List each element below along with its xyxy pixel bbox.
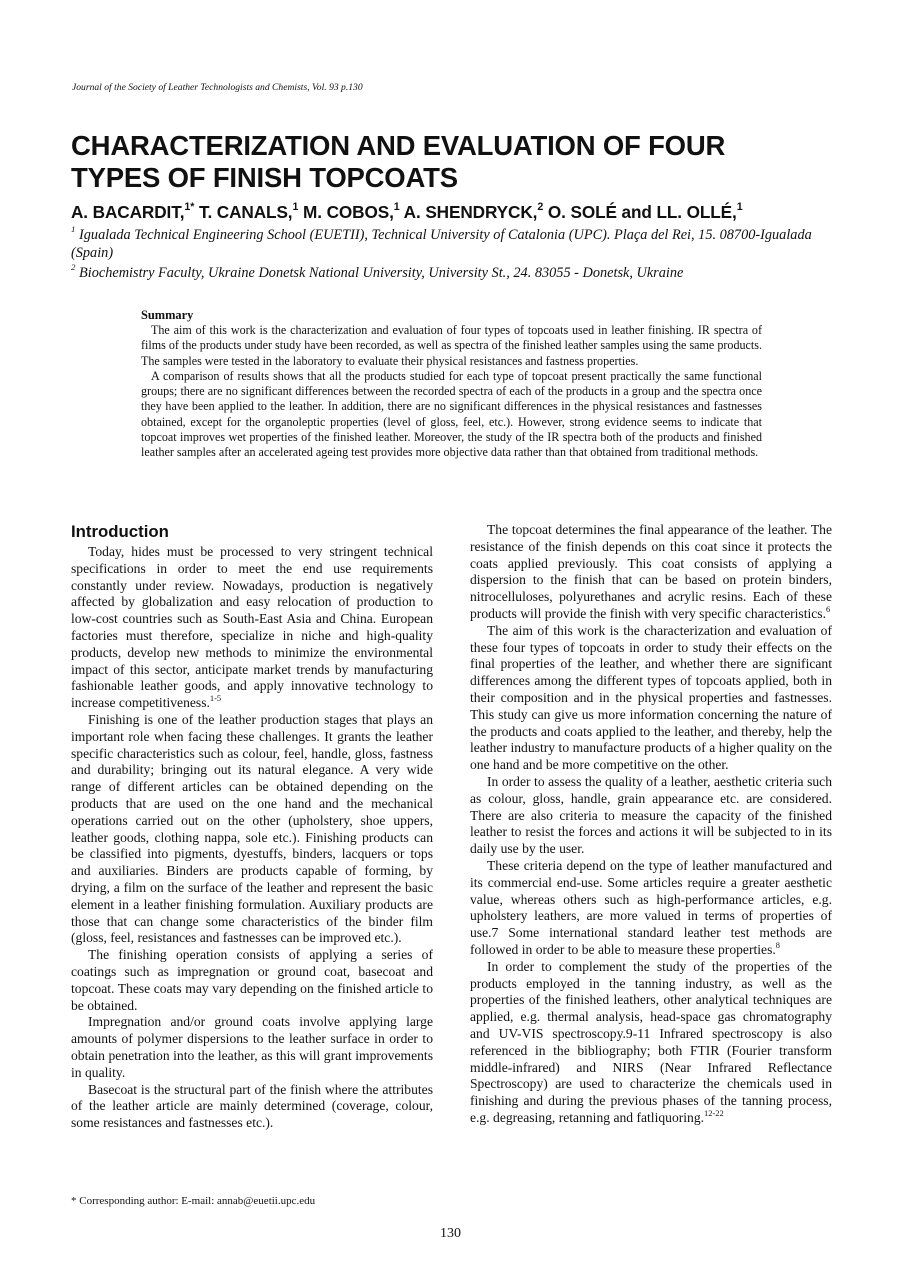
body-paragraph: Today, hides must be processed to very stringent technical specifications in order to meet the end use requirements constantly under review. Nowadays, production is negatively affected by globalization and easy relocation of production to low-cost countries such as South-East Asia and China. European factories must therefore, specialize in niche and high-quality products, develop new methods to minimize the environmental impact of this sector, anticipate market trends by manufacturing fashionable leather goods, and apply innovative technology to increase competitiveness.$^{1-5}$	[71, 544, 433, 711]
author: A. BACARDIT,$^{1*}$	[71, 201, 195, 222]
body-paragraph: The finishing operation consists of applying a series of coatings such as impregnation or ground coat, basecoat and topcoat. These coats may vary depending on the finished article to be obtained.	[71, 947, 433, 1013]
summary-paragraph: The aim of this work is the characterization and evaluation of four types of topcoats used in leather finishing. IR spectra of films of the products under study have been recorded, as well as spectra of the finished leather samples using the same products. The samples were tested in the laboratory to evaluate their physical resistances and fastness properties.	[141, 323, 762, 368]
right-column	[470, 522, 832, 1127]
body-paragraph: Basecoat is the structural part of the finish where the attributes of the leather article are mainly determined (coverage, colour, some resistances and fastnesses etc.).	[71, 1081, 433, 1131]
body-paragraph: Impregnation and/or ground coats involve applying large amounts of polymer dispersions to the leather surface in order to obtain penetration into the leather, as this will grant improvements in quality.	[71, 1014, 433, 1080]
author-list	[71, 202, 743, 223]
affiliation-2: $^2$ Biochemistry Faculty, Ukraine Donetsk National University, University St., 24. 83055 - Donetsk, Ukraine	[71, 262, 684, 281]
author: T. CANALS,$^1$	[198, 201, 299, 222]
affiliation-1: $^1$ Igualada Technical Engineering School (EUETII), Technical University of Catalonia (UPC). Plaça del Rei, 15. 08700-Igualada (Spain)	[71, 224, 812, 261]
left-column	[71, 522, 433, 1132]
body-paragraph: In order to assess the quality of a leather, aesthetic criteria such as colour, gloss, handle, grain appearance etc. are considered. There are also criteria to measure the capacity of the finished leather to resist the forces and actions it will be subjected to in its daily use by the user.	[470, 773, 832, 857]
body-paragraph: The aim of this work is the characterization and evaluation of these four types of topcoats in order to study their effects on the final properties of the leather, and whether there are significant differences among the different types of topcoats applied, both in their composition and in the physical properties and fastnesses. This study can give us more information concerning the nature of the products and coats applied to the leather, and thereby, help the leather industry to manufacture products of a higher quality on the one hand and be more competitive on the other.	[470, 622, 832, 773]
article-title	[71, 130, 831, 194]
body-paragraph: These criteria depend on the type of leather manufactured and its commercial end-use. Some articles require a greater aesthetic value, whereas others such as high-performance articles, e.g. upholstery leathers, are more valued in terms of properties of use.7 Some international standard leather test methods are followed in order to be able to measure these properties.$^8$	[470, 857, 832, 957]
author: A. SHENDRYCK,$^2$	[403, 201, 544, 222]
corresponding-author-footnote: * Corresponding author: E-mail: annab@euetii.upc.edu	[71, 1195, 316, 1207]
summary-block	[141, 308, 762, 461]
summary-paragraph: A comparison of results shows that all the products studied for each type of topcoat present practically the same functional groups; there are no significant differences between the recorded spectra of each of the products in a group and the spectra once they have been applied to the leather. In addition, there are no significant differences in the physical resistances and fastnesses obtained, except for the organoleptic properties (level of gloss, feel, etc.). However, strong evidence seems to indicate that topcoat improves wet properties of the finished leather. Moreover, the study of the IR spectra both of the products and finished leather samples after an accelerated ageing test provides more objective data rather than that obtained from traditional methods.	[141, 368, 762, 460]
body-paragraph: In order to complement the study of the properties of the products employed in the tanning industry, as well as the properties of the finished leathers, other analytical techniques are applied, e.g. thermal analysis, head-space gas chromatography and UV-VIS spectroscopy.9-11 Infrared spectroscopy is also referenced in the bibliography; both FTIR (Fourier transform middle-infrared) and NIRS (Near Infrared Reflectance Spectroscopy) are used to characterize the chemicals used in finishing and during the previous phases of the tanning process, e.g. degreasing, retanning and fatliquoring.$^{12-22}$	[470, 958, 832, 1125]
summary-heading: Summary	[141, 308, 194, 322]
body-paragraph: Finishing is one of the leather production stages that plays an important role when facing these challenges. It grants the leather specific characteristics such as colour, feel, handle, gloss, fastness and durability; bringing out its natural elegance. A very wide range of different articles can be obtained depending on the products that are used on the one hand and the mechanical operations carried out on the other (upholstery, shoe uppers, leather goods, clothing nappa, sole etc.). Finishing products can be classified into pigments, dyestuffs, binders, lacquers or tops and auxiliaries. Binders are products capable of forming, by drying, a film on the surface of the leather and represent the basic element in a leather finishing formulation. Auxiliary products are those that can change some characteristics of the binder film (gloss, feel, resistances and fastnesses can be improved etc.).	[71, 711, 433, 946]
title-line-1: CHARACTERIZATION AND EVALUATION OF FOUR	[71, 130, 726, 161]
title-line-2: TYPES OF FINISH TOPCOATS	[71, 162, 458, 193]
running-head: Journal of the Society of Leather Technologists and Chemists, Vol. 93 p.130	[72, 82, 363, 93]
author: O. SOLÉ and LL. OLLÉ,$^1$	[547, 201, 743, 222]
page-number: 130	[440, 1226, 461, 1241]
author: M. COBOS,$^1$	[303, 201, 400, 222]
introduction-heading: Introduction	[71, 522, 169, 541]
body-paragraph: The topcoat determines the final appearance of the leather. The resistance of the finish depends on this coat since it protects the coats applied previously. This coat consists of applying a dispersion to the finish that can be based on protein binders, nitrocelluloses, polyurethanes and acrylic resins. Each of these products will provide the finish with very specific characteristics.$^6$	[470, 522, 832, 621]
